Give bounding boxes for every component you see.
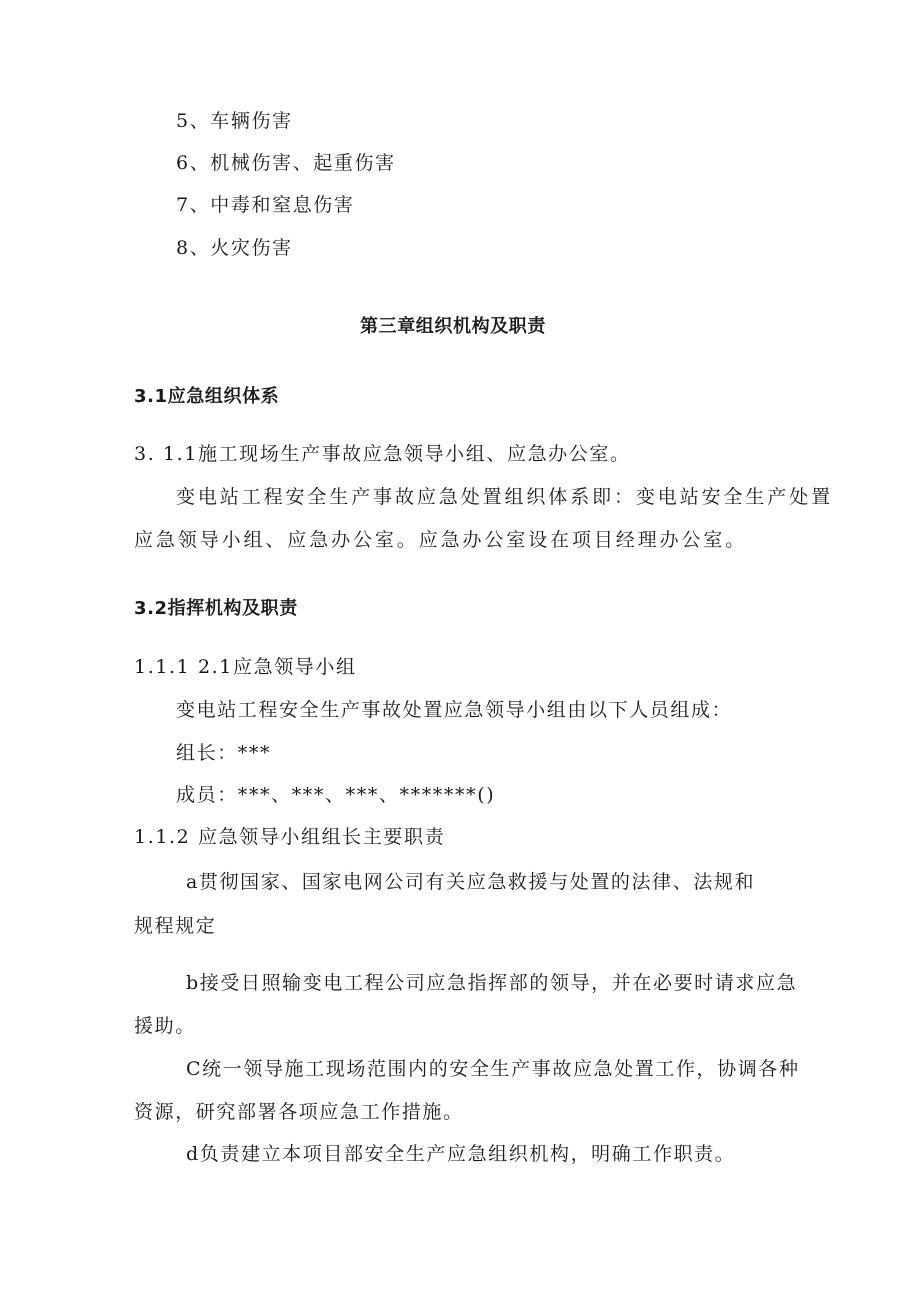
section-3-2-title: 3.2指挥机构及职责 [134, 598, 298, 619]
chapter-title: 第三章组织机构及职责 [360, 316, 546, 337]
leader-duties-heading: 1.1.2 应急领导小组组长主要职责 [134, 826, 446, 848]
section-3-1-paragraph-line-2: 应急领导小组、应急办公室。应急办公室设在项目经理办公室。 [134, 529, 748, 551]
section-3-1-subheading: 3. 1.1施工现场生产事故应急领导小组、应急办公室。 [134, 443, 631, 465]
duty-c-line-2: 资源，研究部署各项应急工作措施。 [134, 1101, 464, 1123]
group-members: 成员：***、***、***、*******() [176, 784, 496, 806]
duty-b-line-2: 援助。 [134, 1015, 196, 1037]
hazard-item-5: 5、车辆伤害 [176, 110, 293, 132]
group-leader: 组长：*** [176, 742, 272, 764]
hazard-item-6: 6、机械伤害、起重伤害 [176, 152, 396, 174]
duty-d-line-1: d负责建立本项目部安全生产应急组织机构，明确工作职责。 [186, 1143, 736, 1165]
section-3-2-subheading: 1.1.1 2.1应急领导小组 [134, 656, 357, 678]
duty-a-line-1: a贯彻国家、国家电网公司有关应急救援与处置的法律、法规和 [186, 871, 756, 893]
hazard-item-8: 8、火灾伤害 [176, 237, 293, 259]
leadership-group-intro: 变电站工程安全生产事故处置应急领导小组由以下人员组成： [176, 699, 733, 721]
duty-c-line-1: C统一领导施工现场范围内的安全生产事故应急处置工作，协调各种 [186, 1058, 800, 1080]
section-3-1-title: 3.1应急组织体系 [134, 386, 280, 407]
section-3-1-paragraph-line-1: 变电站工程安全生产事故应急处置组织体系即：变电站安全生产处置 [176, 486, 834, 508]
duty-a-line-2: 规程规定 [134, 915, 217, 937]
hazard-item-7: 7、中毒和窒息伤害 [176, 194, 355, 216]
duty-b-line-1: b接受日照输变电工程公司应急指挥部的领导，并在必要时请求应急 [186, 972, 798, 994]
